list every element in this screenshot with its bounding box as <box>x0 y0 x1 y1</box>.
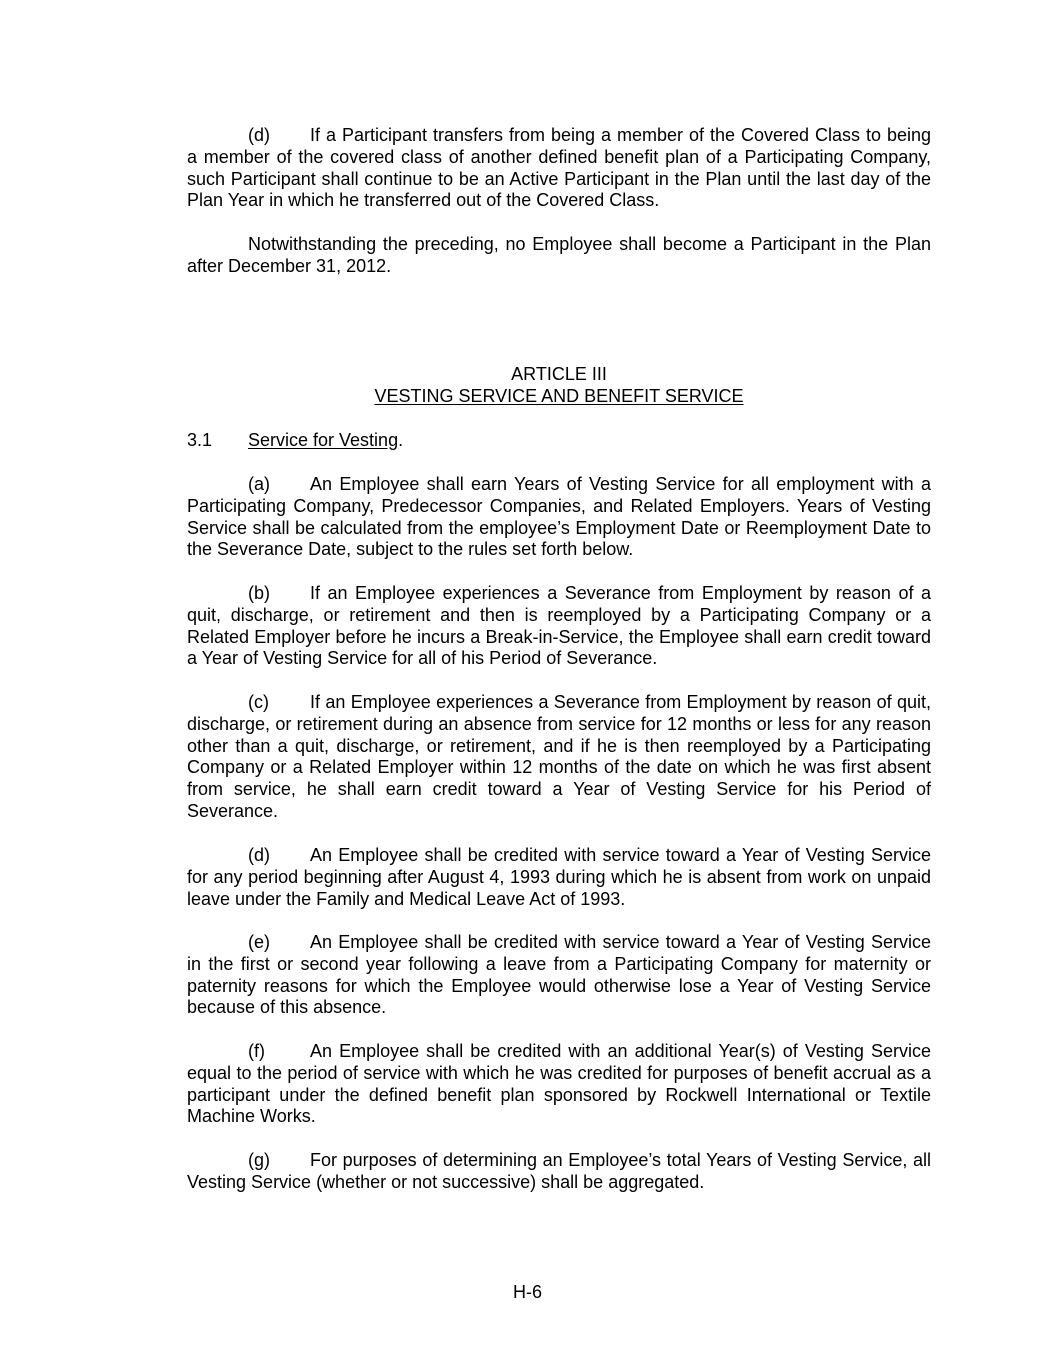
section-number: 3.1 <box>187 430 213 450</box>
paragraph-g <box>187 1150 931 1194</box>
paragraph-text: If an Employee experiences a Severance from Employment by reason of quit, discharge, or retirement during an absence from service for 12 months or less for any reason other than a quit, discharge, or retirement, and if he is then reemployed by a Participating Company or a Related Employer within 12 months of the date on which he was first absent from service, he shall earn credit toward a Year of Vesting Service for his Period of Severance. <box>187 692 931 821</box>
article-title-line <box>187 386 931 408</box>
paragraph-label: (e) <box>248 932 270 952</box>
paragraph-d <box>187 845 931 910</box>
paragraph-text: An Employee shall earn Years of Vesting Service for all employment with a Participating Company, Predecessor Companies, and Related Employers. Years of Vesting Service shall be calculated from the employee’s Employment Date or Reemployment Date to the Severance Date, subject to the rules set forth below. <box>187 474 931 560</box>
paragraph-e <box>187 932 931 1019</box>
article-number: ARTICLE III <box>511 364 607 384</box>
paragraph-c <box>187 692 931 823</box>
paragraph-text: If a Participant transfers from being a member of the Covered Class to being a member of the covered class of another defined benefit plan of a Participating Company, such Participant shall continue to be an Active Participant in the Plan until the last day of the Plan Year in which he transferred out of the Covered Class. <box>187 125 931 211</box>
paragraph-f <box>187 1041 931 1128</box>
notwithstanding-paragraph: Notwithstanding the preceding, no Employee shall become a Participant in the Plan after December 31, 2012. <box>187 234 931 276</box>
paragraph-text: If an Employee experiences a Severance from Employment by reason of a quit, discharge, or retirement and then is reemployed by a Participating Company or a Related Employer before he incurs a Break-in-Service, the Employee shall earn credit toward a Year of Vesting Service for all of his Period of Severance. <box>187 583 931 669</box>
section-heading <box>187 430 931 452</box>
paragraph-text: An Employee shall be credited with service toward a Year of Vesting Service in the first or second year following a leave from a Participating Company for maternity or paternity reasons for which the Employee would otherwise lose a Year of Vesting Service because of this absence. <box>187 932 931 1018</box>
page-number: H-6 <box>512 1282 542 1302</box>
paragraph-label: (a) <box>248 474 270 494</box>
paragraph-text: An Employee shall be credited with an additional Year(s) of Vesting Service equal to the period of service with which he was credited for purposes of benefit accrual as a participant under the defined benefit plan sponsored by Rockwell International or Textile Machine Works. <box>187 1041 931 1127</box>
paragraph-label: (b) <box>248 583 270 603</box>
intro-paragraph-d <box>187 125 931 212</box>
paragraph-text: An Employee shall be credited with service toward a Year of Vesting Service for any period beginning after August 4, 1993 during which he is absent from work on unpaid leave under the Family and Medical Leave Act of 1993. <box>187 845 931 909</box>
section-title: Service for Vesting <box>248 430 399 450</box>
paragraph-label: (d) <box>248 845 270 865</box>
paragraph-b <box>187 583 931 670</box>
paragraph-label: (d) <box>248 125 270 145</box>
article-title: VESTING SERVICE AND BENEFIT SERVICE <box>374 386 744 406</box>
paragraph-text: For purposes of determining an Employee’s total Years of Vesting Service, all Vesting Service (whether or not successive) shall be aggregated. <box>187 1150 931 1192</box>
paragraph-a <box>187 474 931 561</box>
paragraph-label: (f) <box>248 1041 265 1061</box>
paragraph-label: (g) <box>248 1150 270 1170</box>
paragraph-label: (c) <box>248 692 269 712</box>
section-title-suffix: . <box>398 430 404 450</box>
